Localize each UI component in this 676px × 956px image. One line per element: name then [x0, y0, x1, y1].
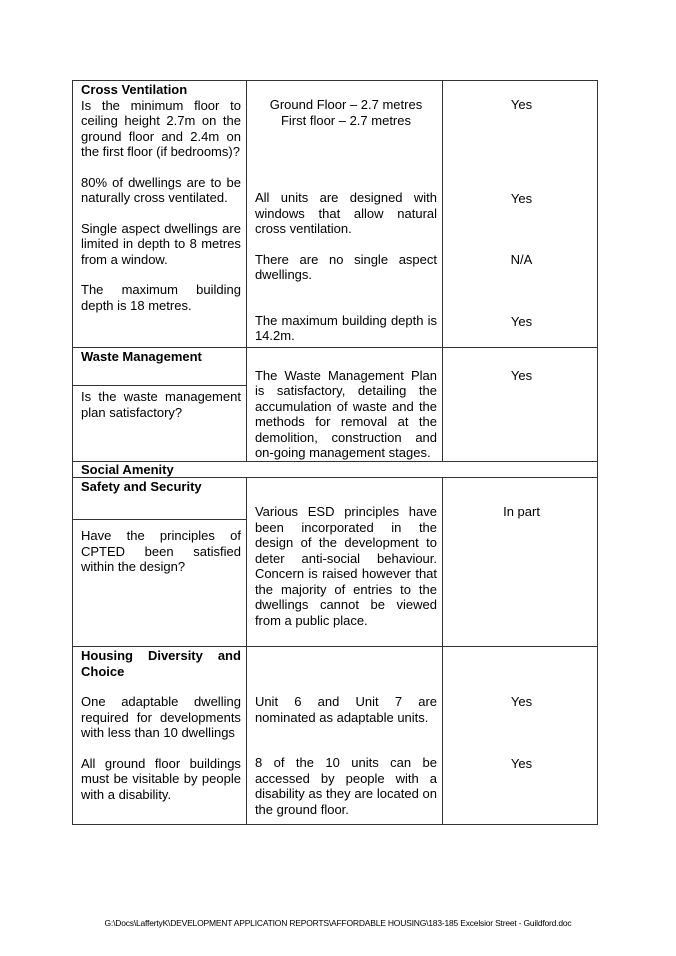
response-cell — [246, 347, 442, 461]
requirement-text: All ground floor buildings must be visitable by people with a disability. — [81, 755, 241, 802]
section-heading-cell — [73, 461, 598, 478]
compliance-text: Yes — [510, 313, 533, 329]
compliance-text: Yes — [510, 367, 533, 383]
section-heading-cell — [73, 347, 247, 386]
response-text: The maximum building depth is 14.2m. — [254, 312, 438, 343]
section-heading: Waste Management — [81, 348, 202, 364]
requirement-text: 80% of dwellings are to be naturally cross ventilated. — [81, 174, 241, 205]
requirement-text: Is the minimum floor to ceiling height 2.7m on the ground floor and 2.4m on the first floor (if bedrooms)? — [81, 97, 241, 159]
requirement-cell — [73, 520, 247, 647]
requirement-text: Single aspect dwellings are limited in depth to 8 metres from a window. — [81, 220, 241, 267]
response-text: 8 of the 10 units can be accessed by people with a disability as they are located on the ground floor. — [254, 755, 438, 817]
compliance-table — [72, 80, 598, 825]
response-text: There are no single aspect dwellings. — [254, 251, 438, 282]
compliance-text: Yes — [510, 755, 533, 771]
compliance-cell — [443, 81, 598, 348]
table-row — [73, 647, 598, 825]
table-row — [73, 461, 598, 478]
table-row — [73, 81, 598, 348]
response-text: Unit 6 and Unit 7 are nominated as adaptable units. — [254, 694, 438, 725]
section-heading: Housing Diversity and Choice — [81, 648, 241, 679]
requirement-cell — [73, 647, 247, 825]
compliance-cell — [443, 647, 598, 825]
compliance-text: Yes — [510, 694, 533, 709]
response-text: The Waste Management Plan is satisfactory, detailing the accumulation of waste and the methods for removal at the demolition, construction and on-going management stages. — [254, 367, 438, 460]
compliance-text: Yes — [510, 190, 533, 206]
requirement-text: One adaptable dwelling required for developments with less than 10 dwellings — [81, 694, 241, 740]
response-text: Various ESD principles have been incorporated in the design of the development to deter anti-social behaviour. Concern is raised however that the majority of entries to the dwellings cannot be viewed from a public place. — [254, 504, 438, 628]
section-heading: Social Amenity — [81, 461, 174, 477]
section-heading-cell — [73, 478, 247, 520]
table-row — [73, 478, 598, 520]
response-cell — [246, 647, 442, 825]
requirement-cell — [73, 386, 247, 461]
table-row — [73, 347, 598, 386]
response-cell — [246, 81, 442, 348]
compliance-text: Yes — [510, 97, 533, 112]
document-file-path: G:\Docs\LaffertyK\DEVELOPMENT APPLICATION REPORTS\AFFORDABLE HOUSING\183-185 Excelsior Street - Guildford.doc — [104, 918, 572, 928]
response-text: Ground Floor – 2.7 metres — [269, 97, 423, 112]
requirement-text: The maximum building depth is 18 metres. — [81, 282, 241, 313]
requirement-text: Is the waste management plan satisfactory? — [81, 389, 241, 420]
compliance-text: N/A — [510, 252, 533, 267]
response-cell — [246, 478, 442, 647]
compliance-cell — [443, 347, 598, 461]
response-text: First floor – 2.7 metres — [280, 112, 411, 128]
section-heading: Cross Ventilation — [81, 82, 188, 97]
compliance-cell — [443, 478, 598, 647]
section-heading: Safety and Security — [81, 479, 202, 494]
requirement-cell — [73, 81, 247, 348]
requirement-text: Have the principles of CPTED been satisfied within the design? — [81, 528, 241, 575]
compliance-text: In part — [503, 504, 540, 519]
response-text: All units are designed with windows that allow natural cross ventilation. — [254, 190, 438, 236]
